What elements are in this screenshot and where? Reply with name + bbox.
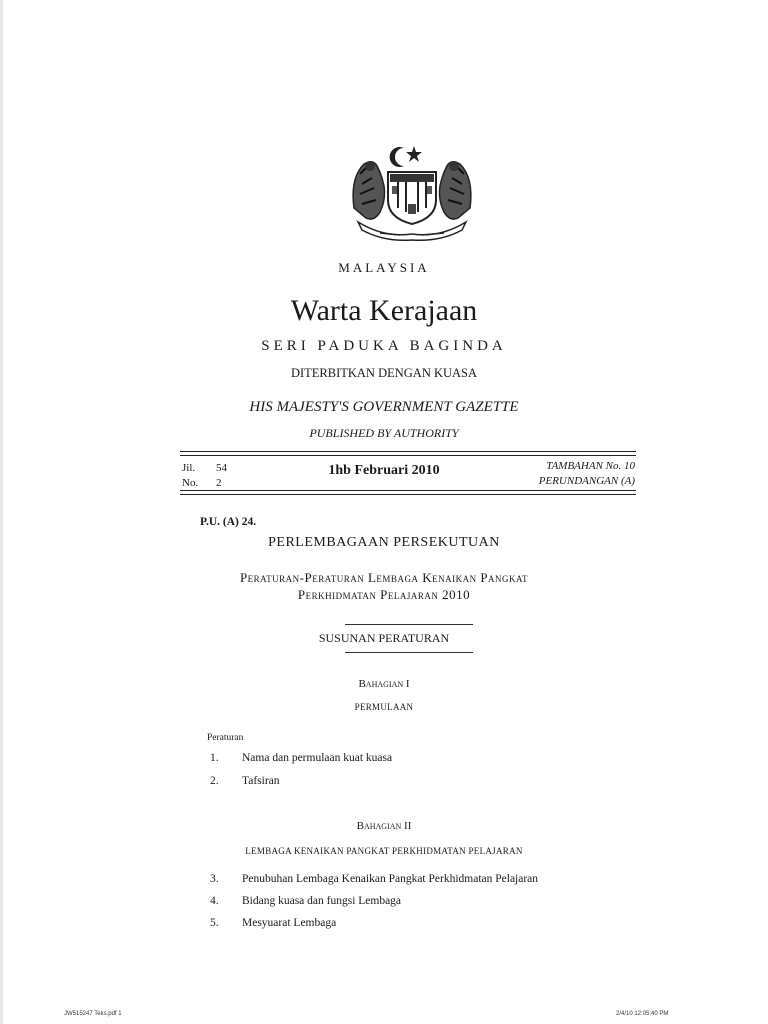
item-number: 5. bbox=[210, 917, 219, 929]
item-number: 3. bbox=[210, 873, 219, 885]
item-number: 2. bbox=[210, 775, 219, 787]
number-value: 2 bbox=[216, 477, 222, 489]
item-number: 4. bbox=[210, 895, 219, 907]
legislation-type: PERUNDANGAN (A) bbox=[538, 475, 635, 487]
gazette-subtitle: SERI PADUKA BAGINDA bbox=[261, 338, 507, 354]
authority-line-malay: DITERBITKAN DENGAN KUASA bbox=[290, 366, 478, 380]
list-item bbox=[210, 775, 280, 787]
footer-timestamp: 2/4/10 12:05:40 PM bbox=[616, 1011, 669, 1017]
arrangement-rule-top bbox=[345, 624, 473, 625]
list-item bbox=[210, 895, 401, 907]
footer-filename: JW515247 Teks.pdf 1 bbox=[64, 1011, 122, 1017]
item-text: Bidang kuasa dan fungsi Lembaga bbox=[242, 895, 402, 907]
gazette-title: Warta Kerajaan bbox=[290, 294, 478, 327]
arrangement-rule-bottom bbox=[345, 652, 473, 653]
country-name: MALAYSIA bbox=[338, 260, 430, 275]
item-number: 1. bbox=[210, 752, 219, 764]
list-item bbox=[210, 917, 336, 929]
list-item bbox=[210, 752, 392, 764]
part-2-title: LEMBAGA KENAIKAN PANGKAT PERKHIDMATAN PELAJARAN bbox=[245, 846, 523, 856]
volume-label: Jil. bbox=[182, 462, 196, 474]
gazette-title-english: HIS MAJESTY'S GOVERNMENT GAZETTE bbox=[249, 399, 519, 415]
regulation-title-line-1: Peraturan-Peraturan Lembaga Kenaikan Pangkat bbox=[239, 570, 529, 585]
issue-date: 1hb Februari 2010 bbox=[328, 463, 440, 478]
regulation-column-label: Peraturan bbox=[207, 733, 244, 743]
authority-line-english: PUBLISHED BY AUTHORITY bbox=[309, 426, 459, 440]
item-text: Penubuhan Lembaga Kenaikan Pangkat Perkhidmatan Pelajaran bbox=[242, 873, 539, 885]
supplement-block bbox=[539, 459, 635, 489]
rule-top-1 bbox=[180, 451, 636, 452]
list-item bbox=[210, 873, 538, 885]
item-text: Tafsiran bbox=[242, 775, 280, 787]
number-label: No. bbox=[182, 477, 199, 489]
coat-of-arms-emblem bbox=[344, 138, 480, 242]
item-text: Nama dan permulaan kuat kuasa bbox=[242, 752, 393, 764]
rule-top-2 bbox=[180, 455, 636, 456]
constitution-heading: PERLEMBAGAAN PERSEKUTUAN bbox=[268, 535, 500, 550]
arrangement-heading: SUSUNAN PERATURAN bbox=[318, 631, 450, 645]
part-2-label: Bahagian II bbox=[356, 820, 412, 832]
volume-value: 54 bbox=[216, 462, 227, 474]
item-text: Mesyuarat Lembaga bbox=[242, 917, 337, 929]
rule-bottom-2 bbox=[180, 494, 636, 495]
regulation-title-line-2: Perkhidmatan Pelajaran 2010 bbox=[297, 587, 471, 602]
pu-reference: P.U. (A) 24. bbox=[200, 516, 257, 528]
page-edge bbox=[0, 0, 3, 1024]
rule-bottom-1 bbox=[180, 490, 636, 491]
part-1-label: Bahagian I bbox=[358, 678, 410, 690]
supplement-number: TAMBAHAN No. 10 bbox=[546, 460, 635, 472]
part-1-title: PERMULAAN bbox=[354, 702, 414, 712]
